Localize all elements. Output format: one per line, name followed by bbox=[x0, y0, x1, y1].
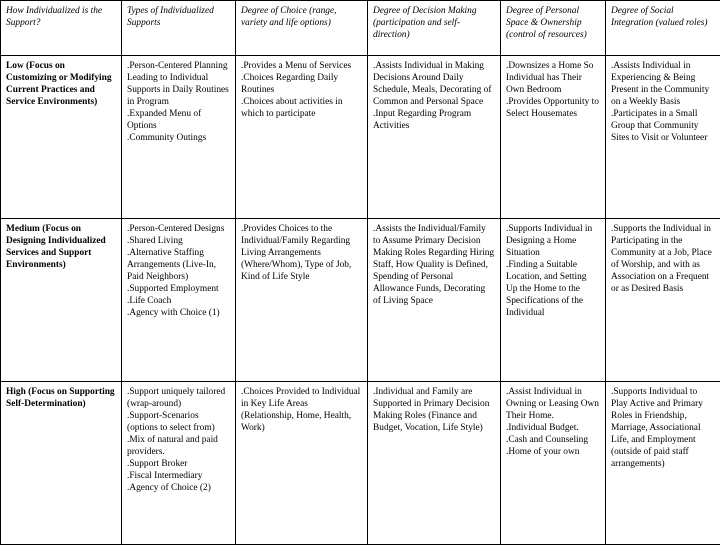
social-cell bbox=[606, 56, 720, 219]
space-cell bbox=[501, 56, 606, 219]
types-cell bbox=[122, 219, 236, 382]
list-item: .Cash and Counseling bbox=[506, 434, 600, 446]
list-item: .Home of your own bbox=[506, 446, 600, 458]
table-row bbox=[1, 219, 720, 382]
header-cell: Degree of Choice (range, variety and life options) bbox=[236, 1, 368, 56]
list-item: .Expanded Menu of Options bbox=[127, 108, 230, 132]
header-cell: Degree of Social Integration (valued roles) bbox=[606, 1, 720, 56]
header-cell: How Individualized is the Support? bbox=[1, 1, 122, 56]
list-item: .Supports Individual to Play Active and Primary Roles in Friendship, Marriage, Associational Life, and Employment (outside of paid staff arrangements) bbox=[611, 386, 715, 470]
list-item: .Supported Employment bbox=[127, 283, 230, 295]
list-item: .Assists Individual in Making Decisions Around Daily Schedule, Meals, Decorating of Common and Personal Space bbox=[373, 60, 495, 108]
choice-cell bbox=[236, 56, 368, 219]
list-item: .Shared Living bbox=[127, 235, 230, 247]
list-item: .Individual and Family are Supported in Primary Decision Making Roles (Finance and Budget, Vocation, Life Style) bbox=[373, 386, 495, 434]
list-item: .Individual Budget. bbox=[506, 422, 600, 434]
choice-cell bbox=[236, 382, 368, 545]
social-cell bbox=[606, 382, 720, 545]
list-item: .Supports Individual in Designing a Home Situation bbox=[506, 223, 600, 259]
decision-cell bbox=[368, 219, 501, 382]
space-cell bbox=[501, 382, 606, 545]
header-row bbox=[1, 1, 720, 56]
list-item: .Assists the Individual/Family to Assume Primary Decision Making Roles Regarding Hiring Staff, How Quality is Defined, Spending of Personal Allowance Funds, Decorating of Living Space bbox=[373, 223, 495, 307]
list-item: .Life Coach bbox=[127, 295, 230, 307]
list-item: .Person-Centered Designs bbox=[127, 223, 230, 235]
space-cell bbox=[501, 219, 606, 382]
list-item: .Agency of Choice (2) bbox=[127, 482, 230, 494]
list-item: .Assists Individual in Experiencing & Being Present in the Community on a Weekly Basis bbox=[611, 60, 715, 108]
header-cell: Degree of Personal Space & Ownership (control of resources) bbox=[501, 1, 606, 56]
decision-cell bbox=[368, 382, 501, 545]
header-cell: Degree of Decision Making (participation and self-direction) bbox=[368, 1, 501, 56]
list-item: .Support-Scenarios (options to select from) bbox=[127, 410, 230, 434]
header-cell: Types of Individualized Supports bbox=[122, 1, 236, 56]
social-cell bbox=[606, 219, 720, 382]
row-level-label: Medium (Focus on Designing Individualized Services and Support Environments) bbox=[1, 219, 122, 382]
list-item: .Fiscal Intermediary bbox=[127, 470, 230, 482]
list-item: .Alternative Staffing Arrangements (Live-In, Paid Neighbors) bbox=[127, 247, 230, 283]
types-cell bbox=[122, 382, 236, 545]
list-item: .Choices Regarding Daily Routines bbox=[241, 72, 362, 96]
list-item: .Input Regarding Program Activities bbox=[373, 108, 495, 132]
list-item: .Community Outings bbox=[127, 132, 230, 144]
row-level-label: High (Focus on Supporting Self-Determination) bbox=[1, 382, 122, 545]
list-item: .Participates in a Small Group that Community Sites to Visit or Volunteer bbox=[611, 108, 715, 144]
list-item: .Supports the Individual in Participating in the Community at a Job, Place of Worship, and with as Association on a Frequent or as Desired Basis bbox=[611, 223, 715, 295]
list-item: .Mix of natural and paid providers. bbox=[127, 434, 230, 458]
table-row bbox=[1, 56, 720, 219]
list-item: .Choices about activities in which to participate bbox=[241, 96, 362, 120]
row-level-label: Low (Focus on Customizing or Modifying Current Practices and Service Environments) bbox=[1, 56, 122, 219]
decision-cell bbox=[368, 56, 501, 219]
list-item: .Support Broker bbox=[127, 458, 230, 470]
choice-cell bbox=[236, 219, 368, 382]
types-cell bbox=[122, 56, 236, 219]
list-item: .Assist Individual in Owning or Leasing Own Their Home. bbox=[506, 386, 600, 422]
list-item: .Agency with Choice (1) bbox=[127, 307, 230, 319]
list-item: .Choices Provided to Individual in Key Life Areas (Relationship, Home, Health, Work) bbox=[241, 386, 362, 434]
list-item: .Person-Centered Planning Leading to Individual Supports in Daily Routines in Program bbox=[127, 60, 230, 108]
table-row bbox=[1, 382, 720, 545]
list-item: .Finding a Suitable Location, and Setting Up the Home to the Specifications of the Individual bbox=[506, 259, 600, 319]
list-item: .Provides a Menu of Services bbox=[241, 60, 362, 72]
list-item: .Provides Choices to the Individual/Family Regarding Living Arrangements (Where/Whom), Type of Job, Kind of Life Style bbox=[241, 223, 362, 283]
list-item: .Provides Opportunity to Select Housemates bbox=[506, 96, 600, 120]
list-item: .Downsizes a Home So Individual has Their Own Bedroom bbox=[506, 60, 600, 96]
list-item: .Support uniquely tailored (wrap-around) bbox=[127, 386, 230, 410]
